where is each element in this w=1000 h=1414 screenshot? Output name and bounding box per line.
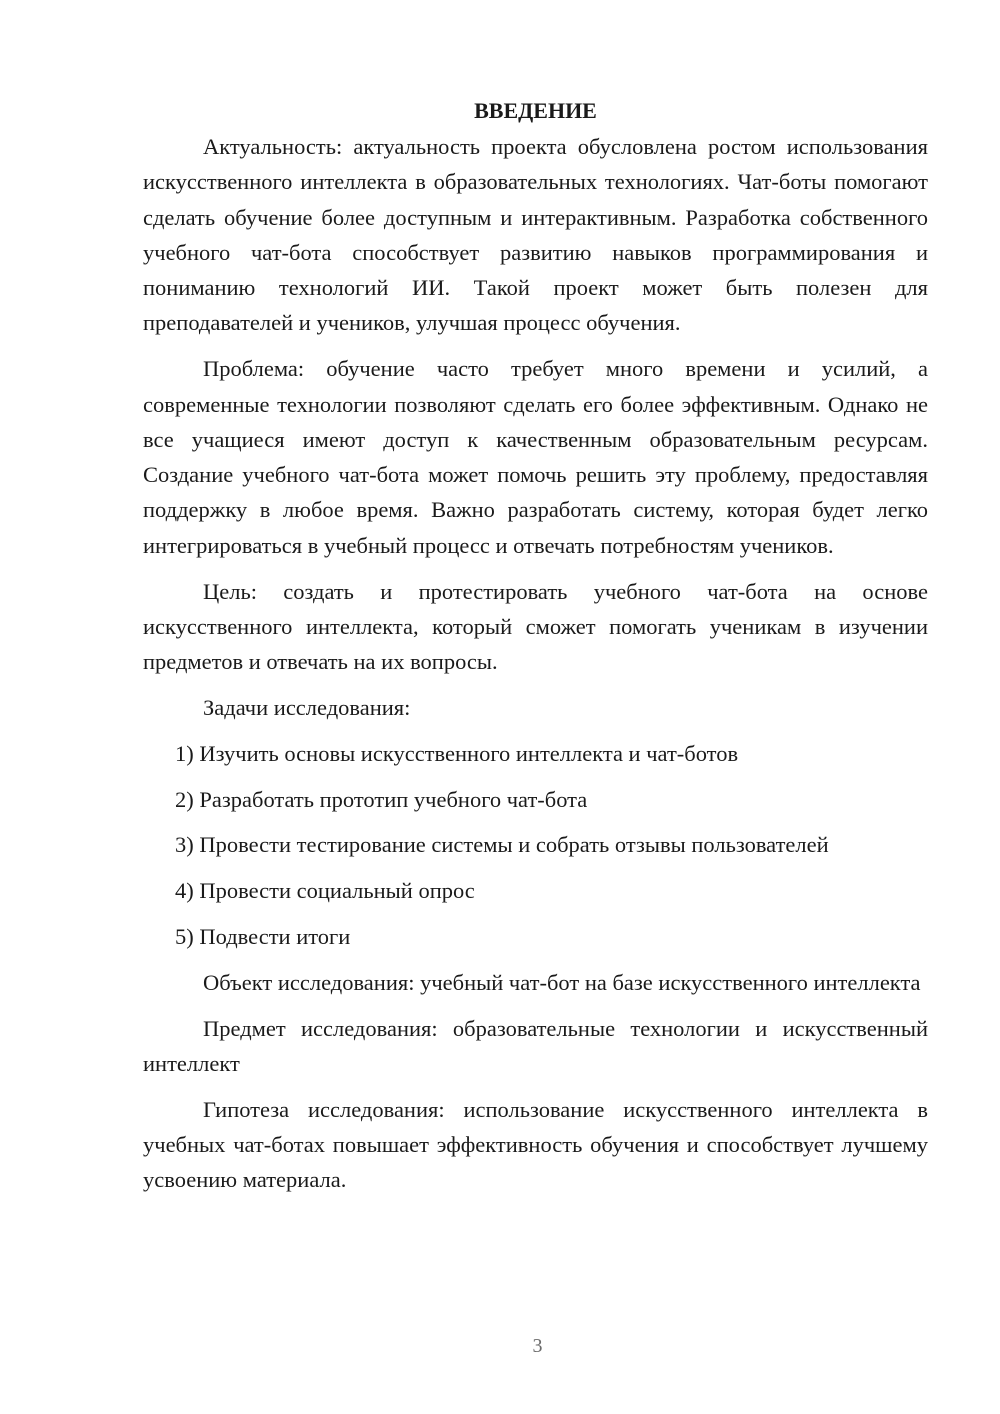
page-number: 3 — [532, 1335, 543, 1357]
task-item: 3) Провести тестирование системы и собрать отзывы пользователей — [175, 832, 829, 858]
hypothesis-paragraph: Гипотеза исследования: использование искусственного интеллекта в учебных чат-ботах повышает эффективность обучения и способствует лучшему усвоению материала. — [143, 1096, 928, 1193]
subject-paragraph: Предмет исследования: образовательные технологии и искусственный интеллект — [143, 1015, 928, 1076]
task-item: 2) Разработать прототип учебного чат-бота — [175, 786, 588, 812]
object-paragraph: Объект исследования: учебный чат-бот на базе искусственного интеллекта — [203, 969, 921, 995]
tasks-heading: Задачи исследования: — [203, 694, 411, 720]
tasks-list — [143, 736, 928, 954]
page-title: ВВЕДЕНИЕ — [474, 98, 597, 123]
document-page — [143, 95, 928, 1208]
task-item: 1) Изучить основы искусственного интеллекта и чат-ботов — [175, 740, 739, 766]
task-item: 5) Подвести итоги — [175, 923, 351, 949]
goal-paragraph: Цель: создать и протестировать учебного чат-бота на основе искусственного интеллекта, который сможет помогать ученикам в изучении предметов и отвечать на их вопросы. — [143, 578, 928, 675]
task-item: 4) Провести социальный опрос — [175, 878, 475, 904]
problem-paragraph: Проблема: обучение часто требует много времени и усилий, а современные технологии позволяют сделать его более эффективным. Однако не все учащиеся имеют доступ к качественным образовательным ресурсам. Создание учебного чат-бота может помочь решить эту проблему, предоставляя поддержку в любое время. Важно разработать систему, которая будет легко интегрироваться в учебный процесс и отвечать потребностям учеников. — [143, 356, 928, 558]
relevance-paragraph: Актуальность: актуальность проекта обусловлена ростом использования искусственного интеллекта в образовательных технологиях. Чат-боты помогают сделать обучение более доступным и интерактивным. Разработка собственного учебного чат-бота способствует развитию навыков программирования и пониманию технологий ИИ. Такой проект может быть полезен для преподавателей и учеников, улучшая процесс обучения. — [143, 134, 928, 336]
